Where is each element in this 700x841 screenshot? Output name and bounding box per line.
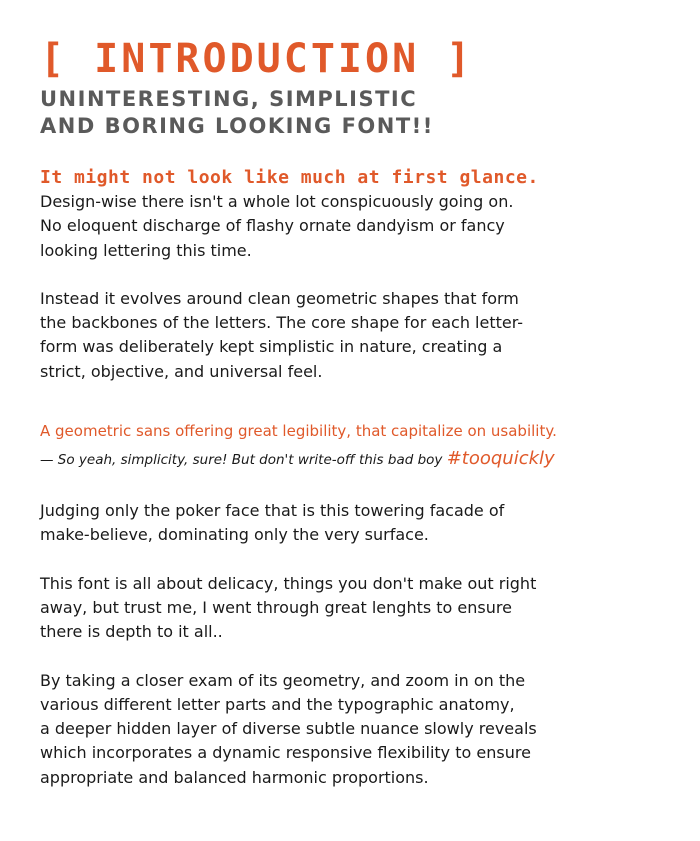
- lead-sentence: It might not look like much at first glance.: [40, 167, 539, 188]
- text-line: Instead it evolves around clean geometric shapes that form: [40, 288, 519, 308]
- text-line: form was deliberately kept simplistic in nature, creating a: [40, 337, 503, 357]
- paragraph-poker-face: [40, 499, 680, 548]
- text-line: various different letter parts and the typographic anatomy,: [40, 694, 515, 714]
- text-line: Judging only the poker face that is this towering facade of: [40, 501, 505, 521]
- text-line: Design-wise there isn't a whole lot conspicuously going on.: [40, 192, 514, 211]
- paragraph-delicacy: [40, 572, 680, 645]
- document: [40, 34, 680, 790]
- text-line: which incorporates a dynamic responsive flexibility to ensure: [40, 743, 531, 763]
- subtitle-line: UNINTERESTING, SIMPLISTIC: [40, 87, 418, 111]
- text-line: there is depth to it all..: [40, 622, 223, 642]
- paragraph-anatomy: [40, 669, 680, 790]
- hashtag: #tooquickly: [446, 448, 555, 470]
- text-line: a deeper hidden layer of diverse subtle nuance slowly reveals: [40, 719, 537, 739]
- text-line: By taking a closer exam of its geometry, and zoom in on the: [40, 670, 526, 690]
- attribution-text: — So yeah, simplicity, sure! But don't write-off this bad boy: [40, 452, 443, 469]
- page-subtitle: [40, 86, 680, 140]
- paragraph-geometry: [40, 287, 680, 384]
- subtitle-line: AND BORING LOOKING FONT!!: [40, 114, 434, 138]
- text-line: appropriate and balanced harmonic proportions.: [40, 767, 429, 787]
- text-line: away, but trust me, I went through great lenghts to ensure: [40, 597, 512, 617]
- text-line: strict, objective, and universal feel.: [40, 361, 323, 381]
- text-line: the backbones of the letters. The core shape for each letter-: [40, 313, 524, 333]
- page-title: [ INTRODUCTION ]: [40, 36, 474, 82]
- paragraph-design: [40, 190, 680, 263]
- text-line: This font is all about delicacy, things you don't make out right: [40, 573, 537, 593]
- quote-attribution: [40, 446, 680, 473]
- text-line: make-believe, dominating only the very surface.: [40, 525, 429, 545]
- text-line: looking lettering this time.: [40, 240, 252, 260]
- text-line: No eloquent discharge of flashy ornate dandyism or fancy: [40, 216, 505, 236]
- pull-quote: A geometric sans offering great legibility, that capitalize on usability.: [40, 422, 557, 441]
